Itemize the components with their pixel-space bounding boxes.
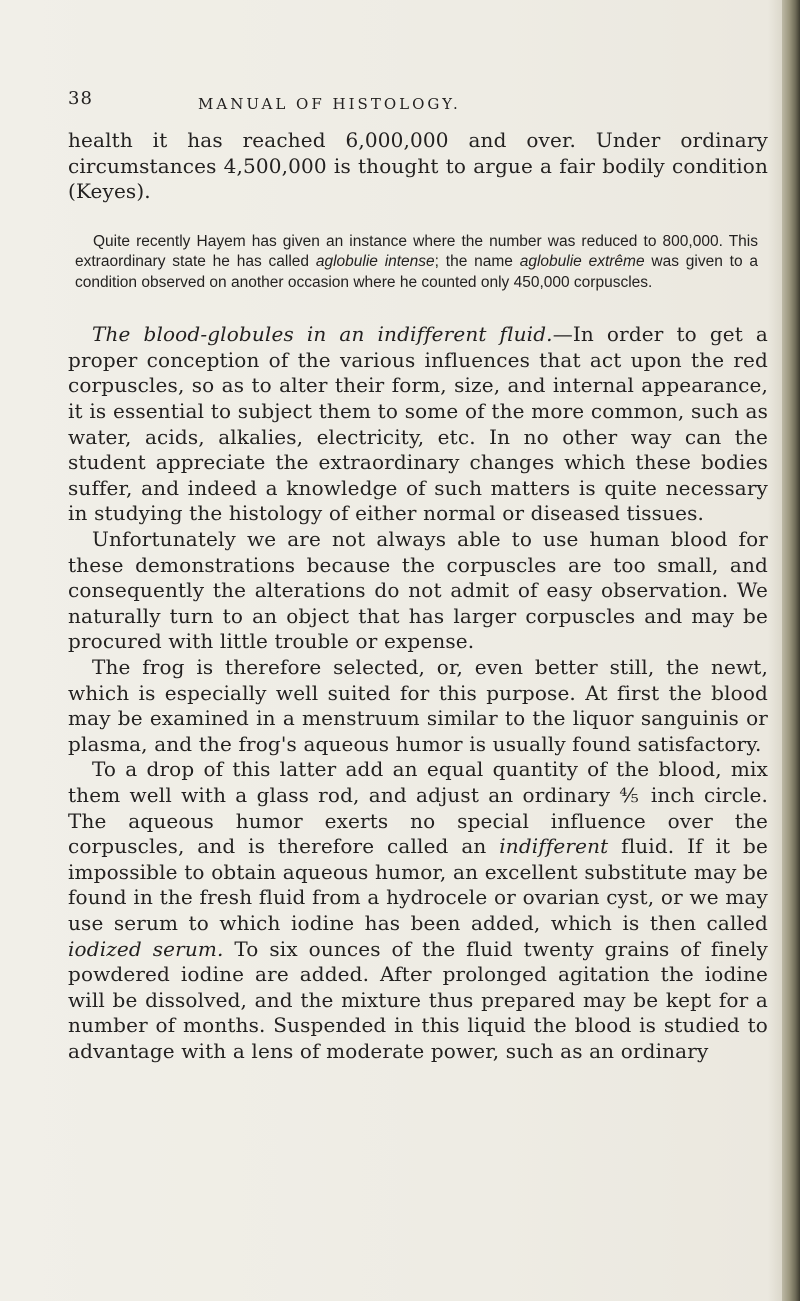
section-heading: The blood-globules in an indifferent fluid. bbox=[92, 322, 553, 347]
page-number: 38 bbox=[68, 88, 93, 109]
body-text bbox=[68, 128, 768, 1065]
paragraph-text: fluid. If it be impossible to obtain aqueous humor, an excellent substitute may be found in the fresh fluid from a hydrocele or ovarian cyst, or we may use serum to which iodine has been added, which is then called bbox=[68, 834, 768, 935]
running-head bbox=[0, 88, 800, 118]
running-title: MANUAL OF HISTOLOGY. bbox=[198, 95, 461, 113]
emphasized-term: indifferent bbox=[499, 834, 609, 859]
paragraph: The frog is therefore selected, or, even better still, the newt, which is especially well suited for this purpose. At first the blood may be examined in a menstruum similar to the liquor sanguinis or plasma, and the frog's aqueous humor is usually found satisfactory. bbox=[68, 655, 768, 756]
paragraph-text: To a drop of this latter add an equal quantity of the blood, mix them well with a glass rod, and adjust an ordinary ⅘ inch circle. The aqueous humor exerts no special influence over the corpuscles, and is therefore called an bbox=[68, 757, 768, 859]
emphasized-term: iodized serum. bbox=[68, 936, 224, 961]
paragraph-text: —In order to get a proper conception of the various influences that act upon the red corpuscles, so as to alter their form, size, and internal appearance, it is essential to subject them to some of the more common, such as water, acids, alkalies, electricity, etc. In no other way can the student appreciate the extraordinary changes which these bodies suffer, and indeed a knowledge of such matters is quite necessary in studying the histology of either normal or diseased tissues. bbox=[68, 322, 769, 526]
paragraph-text: To six ounces of the fluid twenty grains of finely powdered iodine are added. After prolonged agitation the iodine will be dissolved, and the mixture thus prepared may be kept for a number of months. Suspended in this liquid the blood is studied to advantage with a lens of moderate power, such as an ordinary bbox=[68, 936, 768, 1063]
section-paragraph bbox=[68, 322, 768, 527]
footnote-text: was given to a condition observed on another occasion where he counted only 450,000 corpuscles. bbox=[75, 253, 758, 291]
footnote-term: aglobulie extrême bbox=[519, 253, 645, 271]
paragraph bbox=[68, 757, 768, 1064]
paragraph-continuation: health it has reached 6,000,000 and over. Under ordinary circumstances 4,500,000 is thought to argue a fair bodily condition (Keyes). bbox=[68, 128, 768, 204]
footnote-text: Quite recently Hayem has given an instance where the number was reduced to 800,000. This extraordinary state he has called bbox=[75, 232, 758, 271]
footnote-text: ; the name bbox=[434, 253, 520, 271]
footnote-term: aglobulie intense bbox=[315, 253, 435, 271]
paragraph: Unfortunately we are not always able to use human blood for these demonstrations because the corpuscles are too small, and consequently the alterations do not admit of easy observation. We naturally turn to an object that has larger corpuscles and may be procured with little trouble or expense. bbox=[68, 527, 768, 654]
footnote-paragraph bbox=[68, 232, 768, 294]
book-spine-shadow bbox=[782, 0, 800, 1301]
